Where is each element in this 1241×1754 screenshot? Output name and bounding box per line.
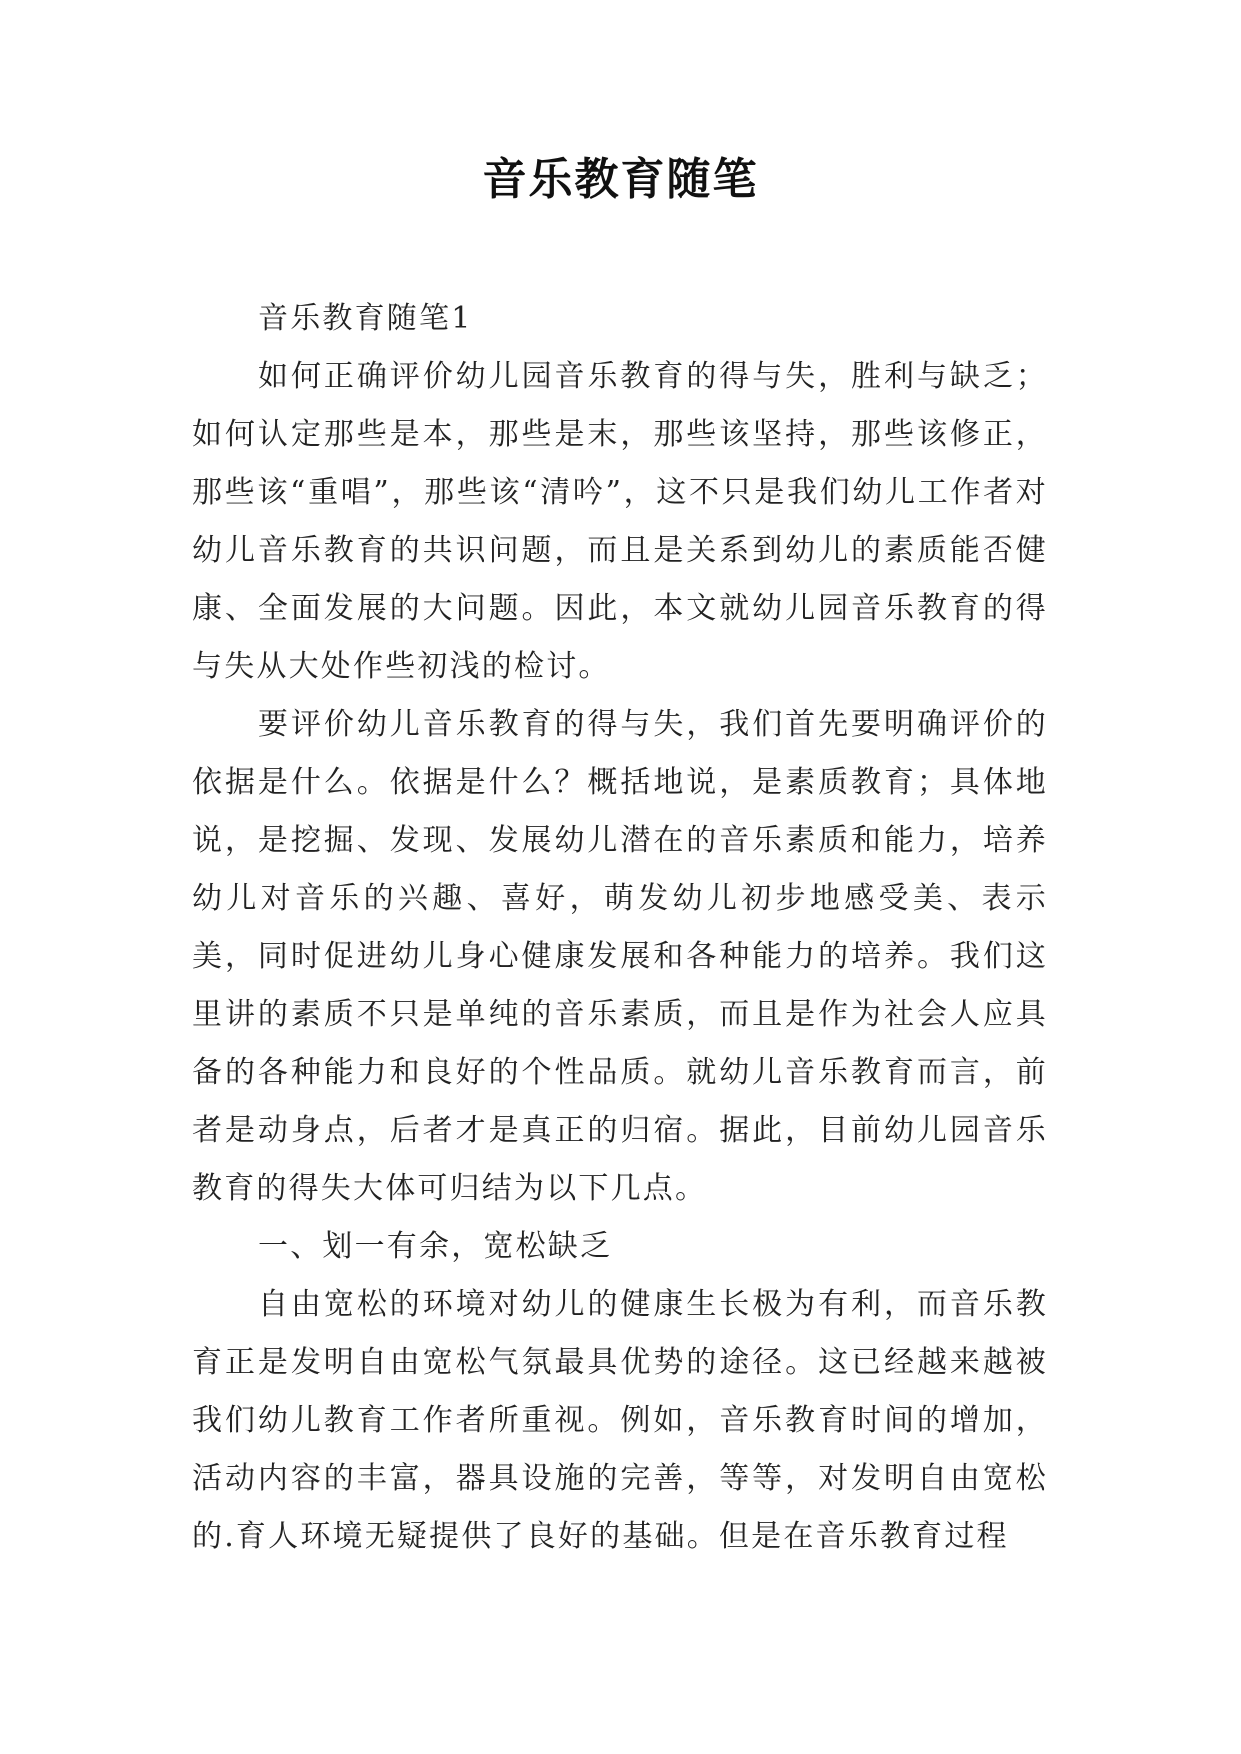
section-heading: 音乐教育随笔1: [258, 301, 473, 336]
paragraph: 要评价幼儿音乐教育的得与失，我们首先要明确评价的依据是什么。依据是什么？概括地说，是素质教育；具体地说，是挖掘、发现、发展幼儿潜在的音乐素质和能力，培养幼儿对音乐的兴趣、喜好，萌发幼儿初步地感受美、表示美，同时促进幼儿身心健康发展和各种能力的培养。我们这里讲的素质不只是单纯的音乐素质，而且是作为社会人应具备的各种能力和良好的个性品质。就幼儿音乐教育而言，前者是动身点，后者才是真正的归宿。据此，目前幼儿园音乐教育的得失大体可归结为以下几点。: [192, 707, 1048, 1206]
paragraph: 自由宽松的环境对幼儿的健康生长极为有利，而音乐教育正是发明自由宽松气氛最具优势的途径。这已经越来越被我们幼儿教育工作者所重视。例如，音乐教育时间的增加，活动内容的丰富，器具设施的完善，等等，对发明自由宽松的.育人环境无疑提供了良好的基础。但是在音乐教育过程: [192, 1287, 1048, 1554]
paragraph: 如何正确评价幼儿园音乐教育的得与失，胜利与缺乏；如何认定那些是本，那些是末，那些该坚持，那些该修正，那些该“重唱”，那些该“清吟”，这不只是我们幼儿工作者对幼儿音乐教育的共识问题，而且是关系到幼儿的素质能否健康、全面发展的大问题。因此，本文就幼儿园音乐教育的得与失从大处作些初浅的检讨。: [192, 359, 1048, 684]
subsection-heading: 一、划一有余，宽松缺乏: [258, 1229, 613, 1264]
document-title: 音乐教育随笔: [482, 154, 759, 205]
document-body: [192, 290, 1048, 1566]
